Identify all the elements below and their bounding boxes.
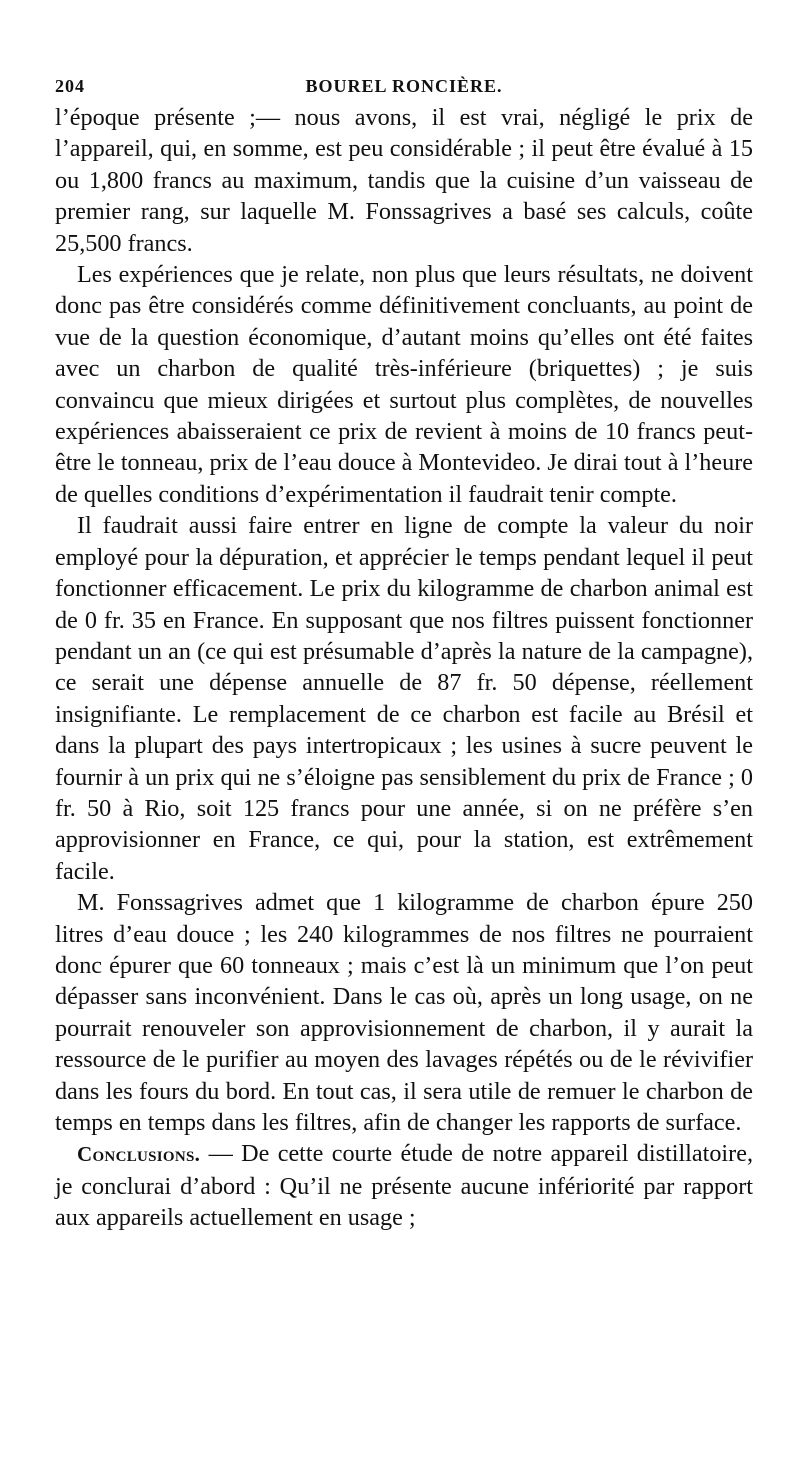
conclusion-paragraph xyxy=(55,1138,753,1233)
conclusion-text: — De cette courte étude de notre appareil distillatoire, je conclurai d’abord : Qu’il ne présente aucune infériorité par rapport aux appareils actuellement en usage ; xyxy=(55,1140,753,1232)
page-number: 204 xyxy=(55,76,85,96)
paragraph: l’époque présente ;— nous avons, il est vrai, négligé le prix de l’appareil, qui, en somme, est peu considérable ; il peut être évalué à 15 ou 1,800 francs au maximum, tandis que la cuisine d’un vaisseau de premier rang, sur laquelle M. Fonssagrives a basé ses calculs, coûte 25,500 francs. xyxy=(55,104,753,257)
body-text xyxy=(55,102,753,1234)
running-title: BOUREL RONCIÈRE. xyxy=(305,76,503,96)
book-page xyxy=(55,70,753,1234)
paragraph: Les expériences que je relate, non plus que leurs résultats, ne doivent donc pas être considérés comme définitivement concluants, au point de vue de la question économique, d’autant moins qu’elles ont été faites avec un charbon de qualité très-inférieure (briquettes) ; je suis convaincu que mieux dirigées et surtout plus complètes, de nouvelles expériences abaisseraient ce prix de revient à moins de 10 francs peut-être le tonneau, prix de l’eau douce à Montevideo. Je dirai tout à l’heure de quelles conditions d’expérimentation il faudrait tenir compte. xyxy=(55,261,753,508)
paragraph: Il faudrait aussi faire entrer en ligne de compte la valeur du noir employé pour la dépuration, et apprécier le temps pendant lequel il peut fonctionner efficacement. Le prix du kilogramme de charbon animal est de 0 fr. 35 en France. En supposant que nos filtres puissent fonctionner pendant un an (ce qui est présumable d’après la nature de la campagne), ce serait une dépense annuelle de 87 fr. 50 dépense, réellement insignifiante. Le remplacement de ce charbon est facile au Brésil et dans la plupart des pays intertropicaux ; les usines à sucre peuvent le fournir à un prix qui ne s’éloigne pas sensiblement du prix de France ; 0 fr. 50 à Rio, soit 125 francs pour une année, si on ne préfère s’en approvisionner en France, ce qui, pour la station, est extrêmement facile. xyxy=(55,512,753,885)
paragraph: M. Fonssagrives admet que 1 kilogramme de charbon épure 250 litres d’eau douce ; les 240 kilogrammes de nos filtres ne pourraient donc épurer que 60 tonneaux ; mais c’est là un minimum que l’on peut dépasser sans inconvénient. Dans le cas où, après un long usage, on ne pourrait renouveler son approvisionnement de charbon, il y aurait la ressource de le purifier au moyen des lavages répétés ou de le révivifier dans les fours du bord. En tout cas, il sera utile de remuer le charbon de temps en temps dans les filtres, afin de changer les rapports de surface. xyxy=(55,889,753,1136)
page-header xyxy=(55,70,753,100)
conclusion-label: Conclusions. xyxy=(77,1142,201,1167)
